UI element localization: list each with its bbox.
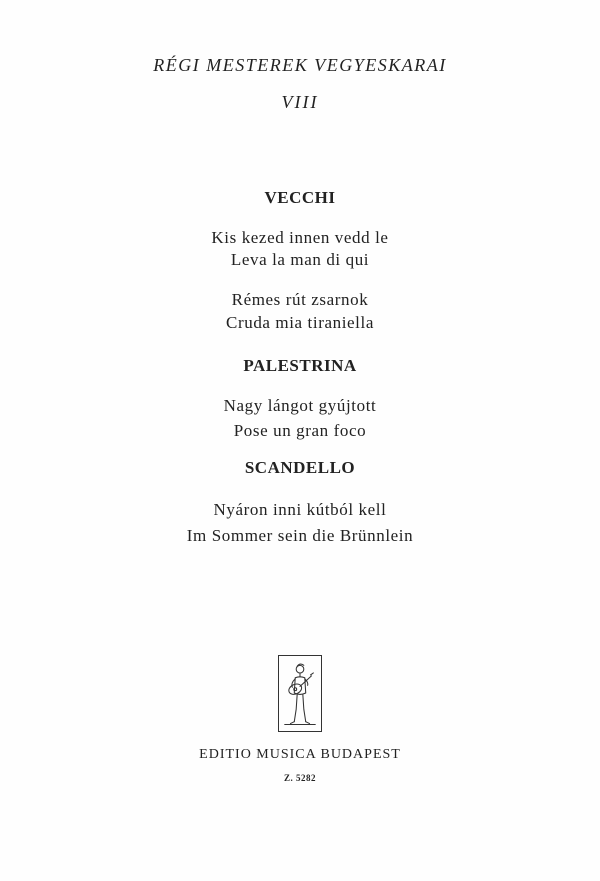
volume-number: VIII <box>281 92 319 112</box>
lute-player-icon <box>278 655 322 732</box>
series-title: RÉGI MESTEREK VEGYESKARAI <box>153 55 447 75</box>
piece-title-original: Im Sommer sein die Brünnlein <box>186 526 414 545</box>
piece-title-hungarian: Nyáron inni kútból kell <box>213 500 387 519</box>
composer-heading: PALESTRINA <box>243 356 357 375</box>
piece-title-original: Pose un gran foco <box>233 421 367 440</box>
piece-title-hungarian: Kis kezed innen vedd le <box>211 228 389 247</box>
piece-title-hungarian: Nagy lángot gyújtott <box>223 396 377 415</box>
piece-title-hungarian: Rémes rút zsarnok <box>231 290 369 309</box>
piece-title-original: Leva la man di qui <box>230 250 370 269</box>
composer-heading: VECCHI <box>264 188 336 207</box>
piece-title-original: Cruda mia tiraniella <box>226 313 374 332</box>
publisher-name: EDITIO MUSICA BUDAPEST <box>199 747 401 762</box>
composer-heading: SCANDELLO <box>244 458 356 477</box>
catalog-number: Z. 5282 <box>283 773 316 783</box>
